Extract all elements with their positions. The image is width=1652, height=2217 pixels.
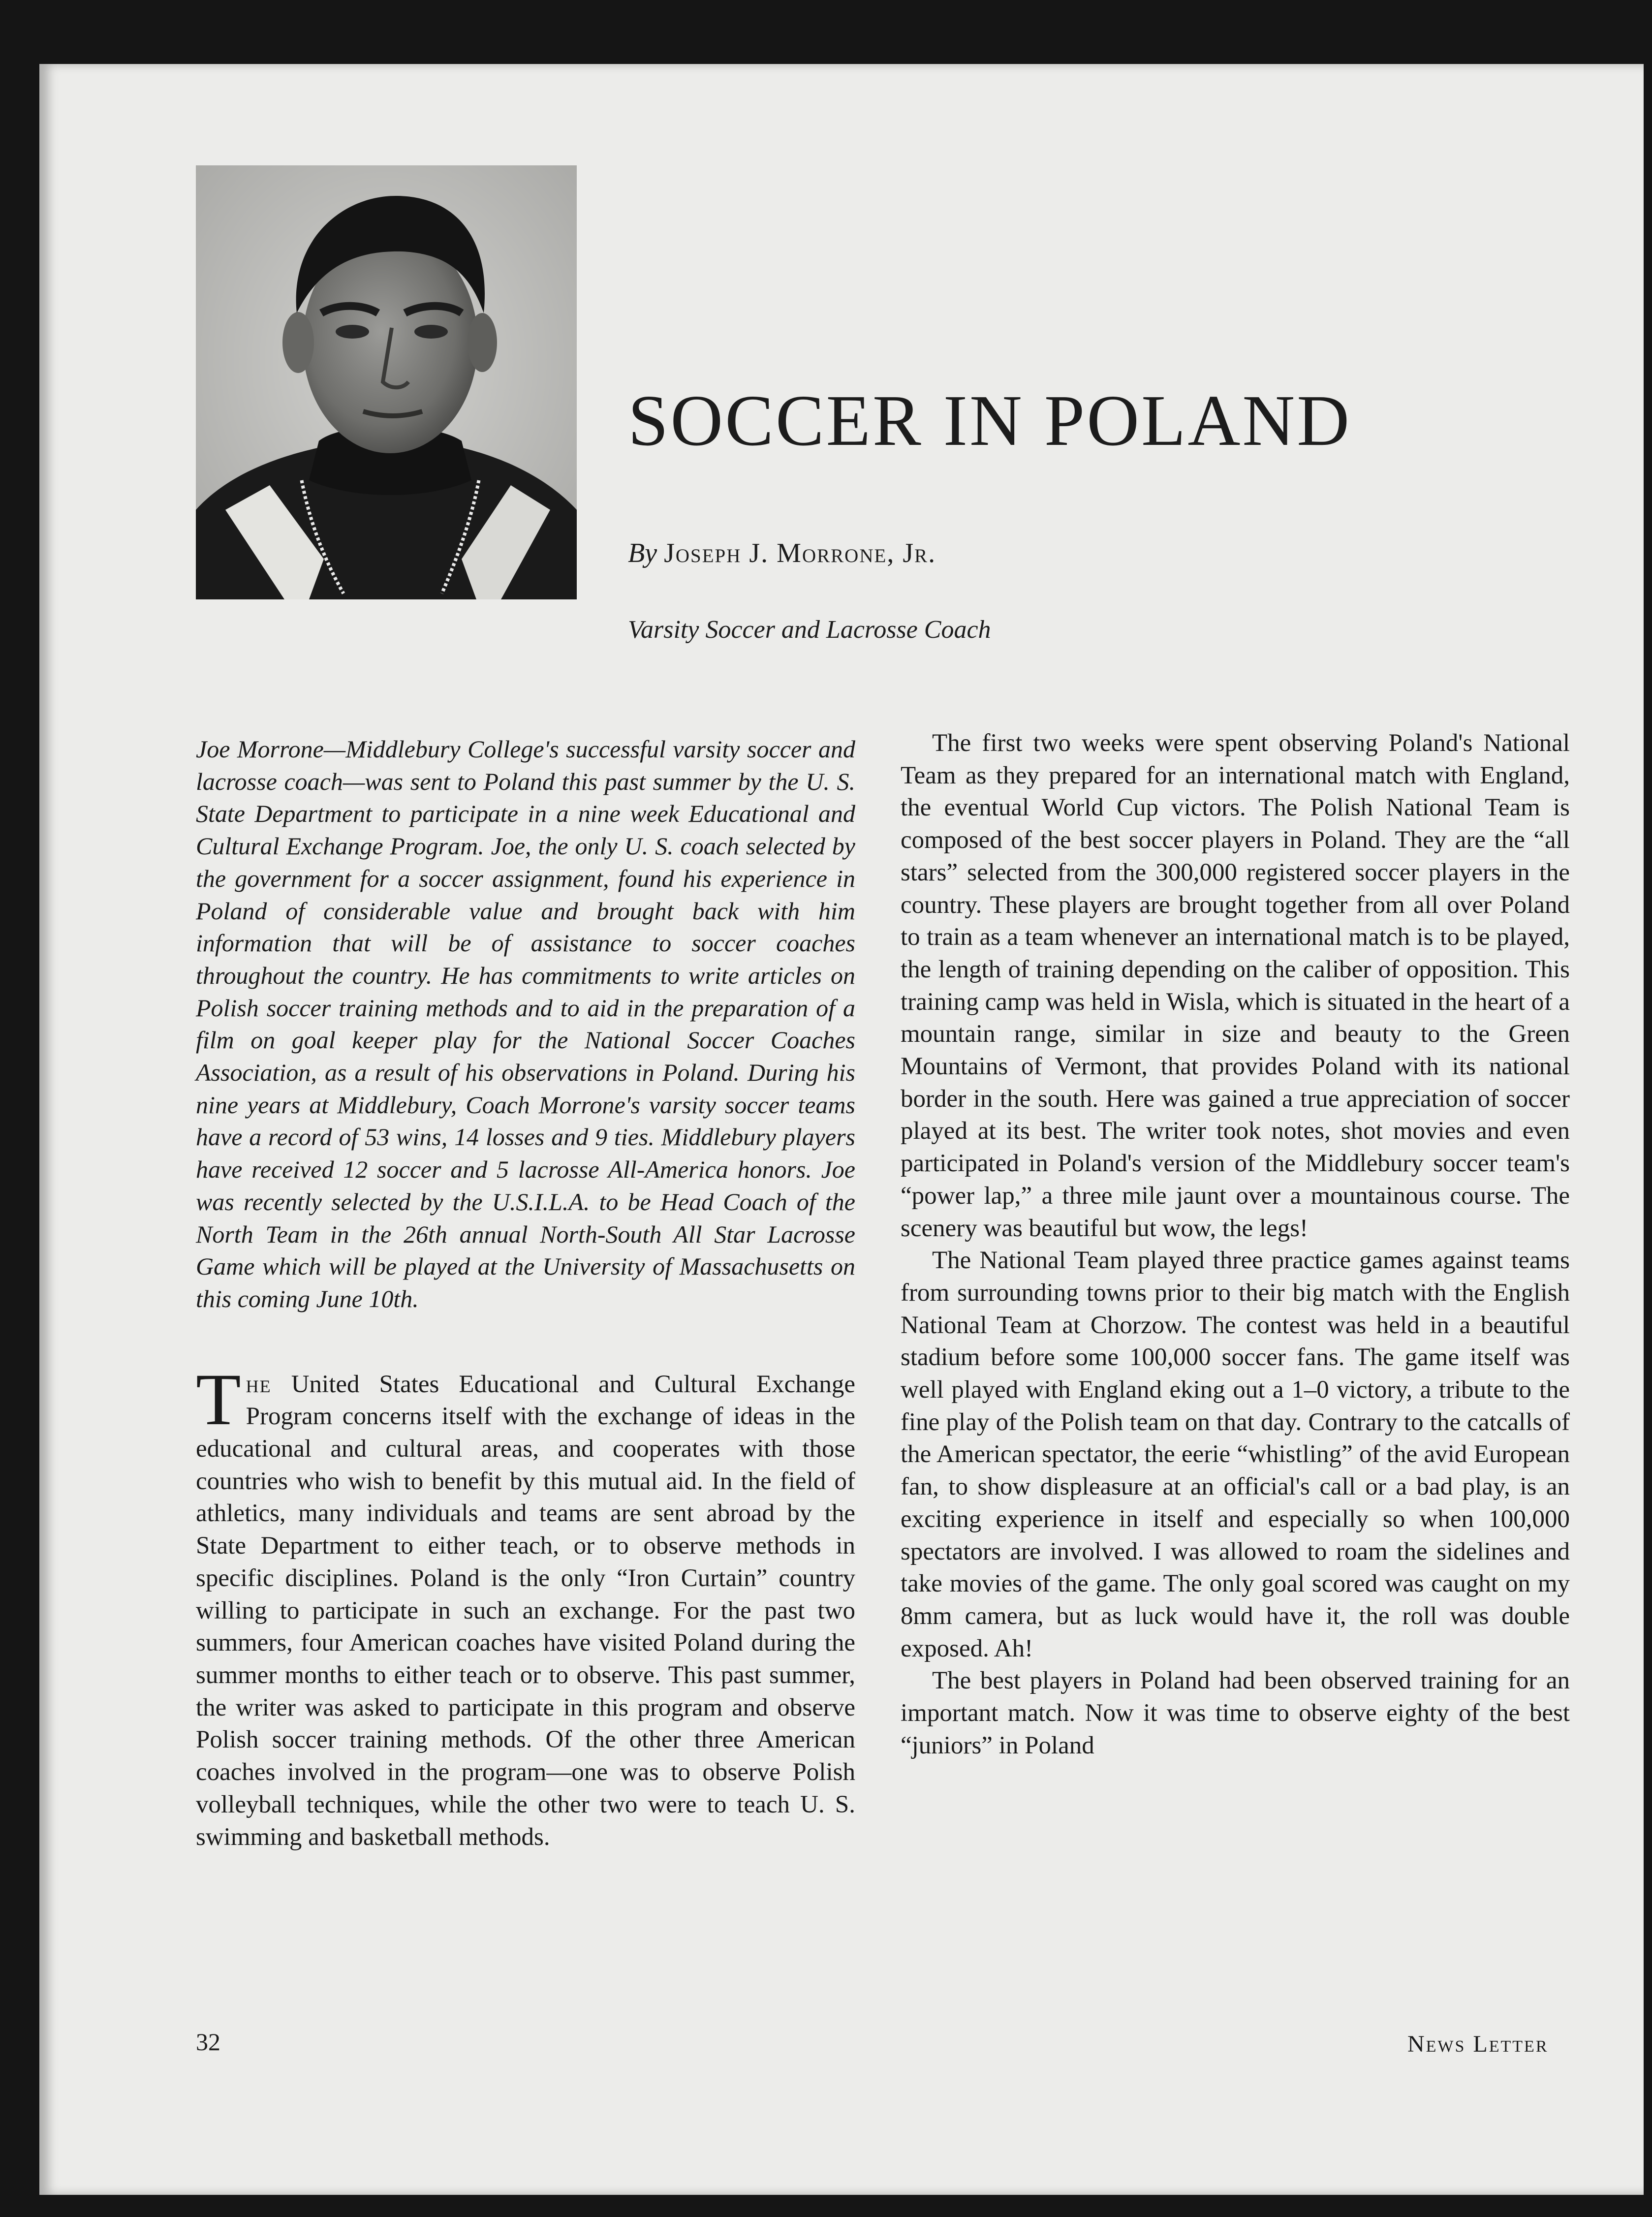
body-paragraph-4: The best players in Poland had been observed training for an important match. Now it was time to observe eighty of the best “juniors” in Poland bbox=[901, 1667, 1570, 1759]
running-title: News Letter bbox=[1407, 2031, 1549, 2057]
author-role: Varsity Soccer and Lacrosse Coach bbox=[628, 616, 991, 644]
article-title: SOCCER IN POLAND bbox=[628, 380, 1352, 461]
body-paragraph-3: The National Team played three practice games against teams from surrounding towns prior to their big match with the English National Team at Chorzow. The contest was held in a beautiful stadium before some 100,000 soccer fans. The game itself was well played with England eking out a 1–0 victory, a tribute to the fine play of the Polish team on that day. Contrary to the catcalls of the American spectator, the eerie “whistling” of the avid European fan, to show displeasure at an official's call or a bad play, is an exciting experience in itself and especially so when 100,000 spectators are involved. I was allowed to roam the sidelines and take movies of the game. The only goal scored was caught on my 8mm camera, but as luck would have it, the roll was double exposed. Ah! bbox=[901, 1247, 1570, 1662]
paragraph-1-text: United States Educational and Cultural Exchange Program concerns itself with the exchange of ideas in the educational and cultural areas, and cooperates with those countries who wish to benefit by this mutual aid. In the field of athletics, many individuals and teams are sent abroad by the State Department to either teach, or to observe methods in specific disciplines. Poland is the only “Iron Curtain” country willing to participate in such an exchange. For the past two summers, four American coaches have visited Poland during the summer months to either teach or to observe. This past summer, the writer was asked to participate in this program and observe Polish soccer training methods. Of the other three American coaches involved in the program—one was to observe Polish volleyball techniques, while the other two were to teach U. S. swimming and basketball methods. bbox=[196, 1370, 855, 1851]
lead-small-caps: he bbox=[246, 1370, 272, 1398]
byline-prefix: By bbox=[628, 538, 657, 568]
body-paragraph-2: The first two weeks were spent observing Poland's National Team as they prepared for an international match with England, the eventual World Cup victors. The Polish National Team is composed of the best soccer players in Poland. They are the “all stars” selected from the 300,000 registered soccer players in the country. These players are brought together from all over Poland to train as a team whenever an international match is to be played, the length of training depending on the caliber of opposition. This training camp was held in Wisla, which is situated in the heart of a mountain range, similar in size and beauty to the Green Mountains of Vermont, that provides Poland with its national border in the south. Here was gained a true appreciation of soccer played at its best. The writer took notes, shot movies and even participated in Poland's version of the Middlebury soccer team's “power lap,” a three mile jaunt over a mountainous course. The scenery was beautiful but wow, the legs! bbox=[901, 729, 1570, 1242]
page-number: 32 bbox=[196, 2028, 220, 2056]
drop-cap: T bbox=[196, 1358, 241, 1440]
left-column bbox=[196, 733, 855, 1853]
right-column bbox=[901, 727, 1570, 1762]
body-paragraph-1 bbox=[196, 1358, 855, 1854]
author-portrait-photo bbox=[196, 165, 577, 599]
portrait-image bbox=[196, 165, 577, 599]
editor-intro: Joe Morrone—Middlebury College's successful varsity soccer and lacrosse coach—was sent to Poland this past summer by the U. S. State Department to participate in a nine week Educational and Cultural Exchange Program. Joe, the only U. S. coach selected by the government for a soccer assignment, found his experience in Poland of considerable value and brought back with him information that will be of assistance to soccer coaches throughout the country. He has commitments to write articles on Polish soccer training methods and to aid in the preparation of a film on goal keeper play for the National Soccer Coaches Association, as a result of his observations in Poland. During his nine years at Middlebury, Coach Morrone's varsity soccer teams have a record of 53 wins, 14 losses and 9 ties. Middlebury players have received 12 soccer and 5 lacrosse All-America honors. Joe was recently selected by the U.S.I.L.A. to be Head Coach of the North Team in the 26th annual North-South All Star Lacrosse Game which will be played at the University of Massachusetts on this coming June 10th. bbox=[196, 735, 855, 1312]
article-byline bbox=[628, 537, 936, 569]
magazine-page bbox=[39, 64, 1644, 2195]
author-name: Joseph J. Morrone, Jr. bbox=[664, 538, 936, 568]
